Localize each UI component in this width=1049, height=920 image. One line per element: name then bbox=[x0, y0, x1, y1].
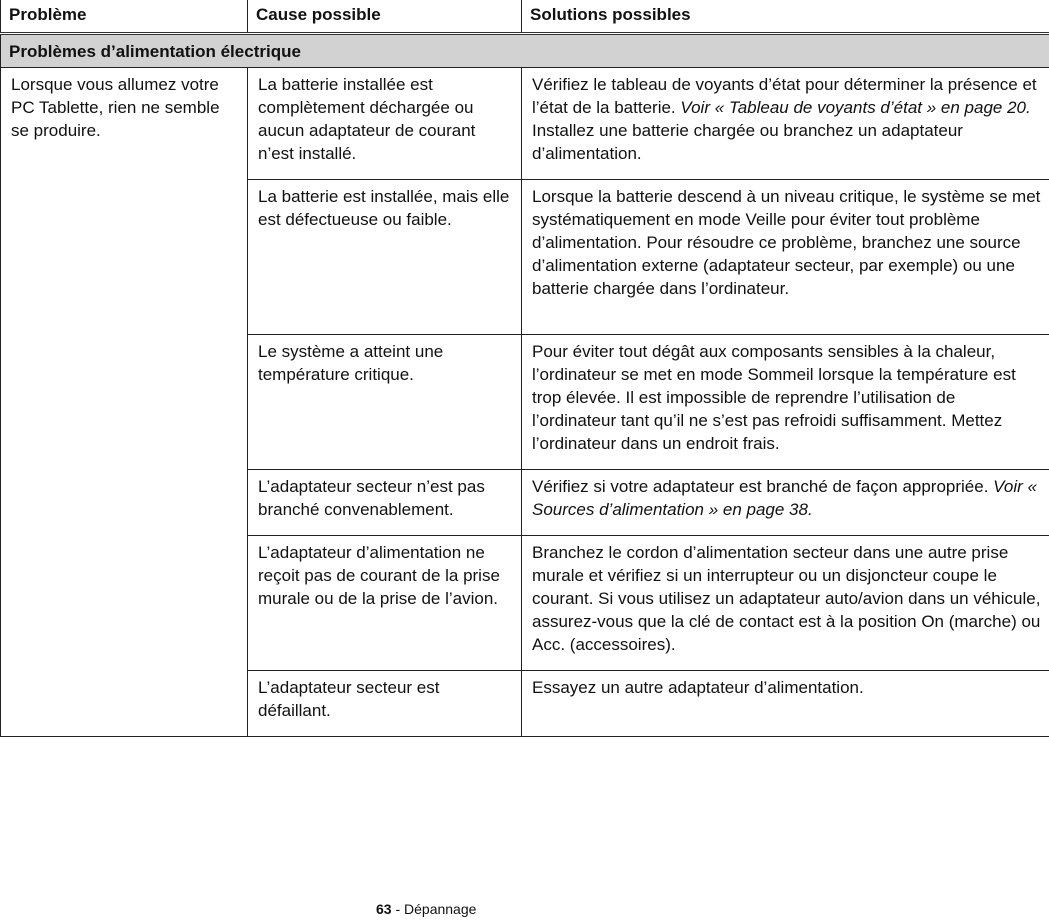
solution-cell: Essayez un autre adaptateur d’alimentation. bbox=[522, 671, 1049, 737]
table-row bbox=[1, 68, 1049, 180]
solution-cell: Pour éviter tout dégât aux composants sensibles à la chaleur, l’ordinateur se met en mode Sommeil lorsque la température est trop élevée. Il est impossible de reprendre l’utilisation de l’ordinateur tant qu’il ne s’est pas refroidi suffisamment. Mettez l’ordinateur dans un endroit frais. bbox=[522, 335, 1049, 470]
table-header-row bbox=[1, 0, 1049, 34]
cause-cell: La batterie est installée, mais elle est défectueuse ou faible. bbox=[248, 180, 522, 335]
page-number: 63 bbox=[376, 901, 392, 917]
solution-cell: Vérifiez le tableau de voyants d’état pour déterminer la présence et l’état de la batterie. Voir « Tableau de voyants d’état » en page 20. Installez une batterie chargée ou branchez un adaptateur d’alimentation. bbox=[522, 68, 1049, 180]
solution-cell: Lorsque la batterie descend à un niveau critique, le système se met systématiquement en mode Veille pour éviter tout problème d’alimentation. Pour résoudre ce problème, branchez une source d’alimentation externe (adaptateur secteur, par exemple) ou une batterie chargée dans l’ordinateur. bbox=[522, 180, 1049, 335]
solution-cell: Branchez le cordon d’alimentation secteur dans une autre prise murale et vérifiez si un interrupteur ou un disjoncteur coupe le courant. Si vous utilisez un adaptateur auto/avion dans un véhicule, assurez-vous que la clé de contact est à la position On (marche) ou Acc. (accessoires). bbox=[522, 536, 1049, 671]
header-solution: Solutions possibles bbox=[522, 0, 1049, 34]
header-problem: Problème bbox=[1, 0, 248, 34]
section-row bbox=[1, 34, 1049, 68]
cross-reference: Voir « Sources d’alimentation » en page 38. bbox=[532, 477, 1037, 519]
header-cause: Cause possible bbox=[248, 0, 522, 34]
page-footer bbox=[376, 900, 476, 918]
footer-section: - Dépannage bbox=[391, 901, 477, 917]
cause-cell: L’adaptateur d’alimentation ne reçoit pas de courant de la prise murale ou de la prise de l’avion. bbox=[248, 536, 522, 671]
cause-cell: Le système a atteint une température critique. bbox=[248, 335, 522, 470]
problem-cell: Lorsque vous allumez votre PC Tablette, rien ne semble se produire. bbox=[1, 68, 248, 737]
cross-reference: Voir « Tableau de voyants d’état » en page 20. bbox=[680, 98, 1031, 117]
cause-cell: L’adaptateur secteur n’est pas branché convenablement. bbox=[248, 470, 522, 536]
cause-cell: La batterie installée est complètement déchargée ou aucun adaptateur de courant n’est installé. bbox=[248, 68, 522, 180]
solution-cell: Vérifiez si votre adaptateur est branché de façon appropriée. Voir « Sources d’alimentation » en page 38. bbox=[522, 470, 1049, 536]
cause-cell: L’adaptateur secteur est défaillant. bbox=[248, 671, 522, 737]
section-title: Problèmes d’alimentation électrique bbox=[1, 34, 1049, 68]
